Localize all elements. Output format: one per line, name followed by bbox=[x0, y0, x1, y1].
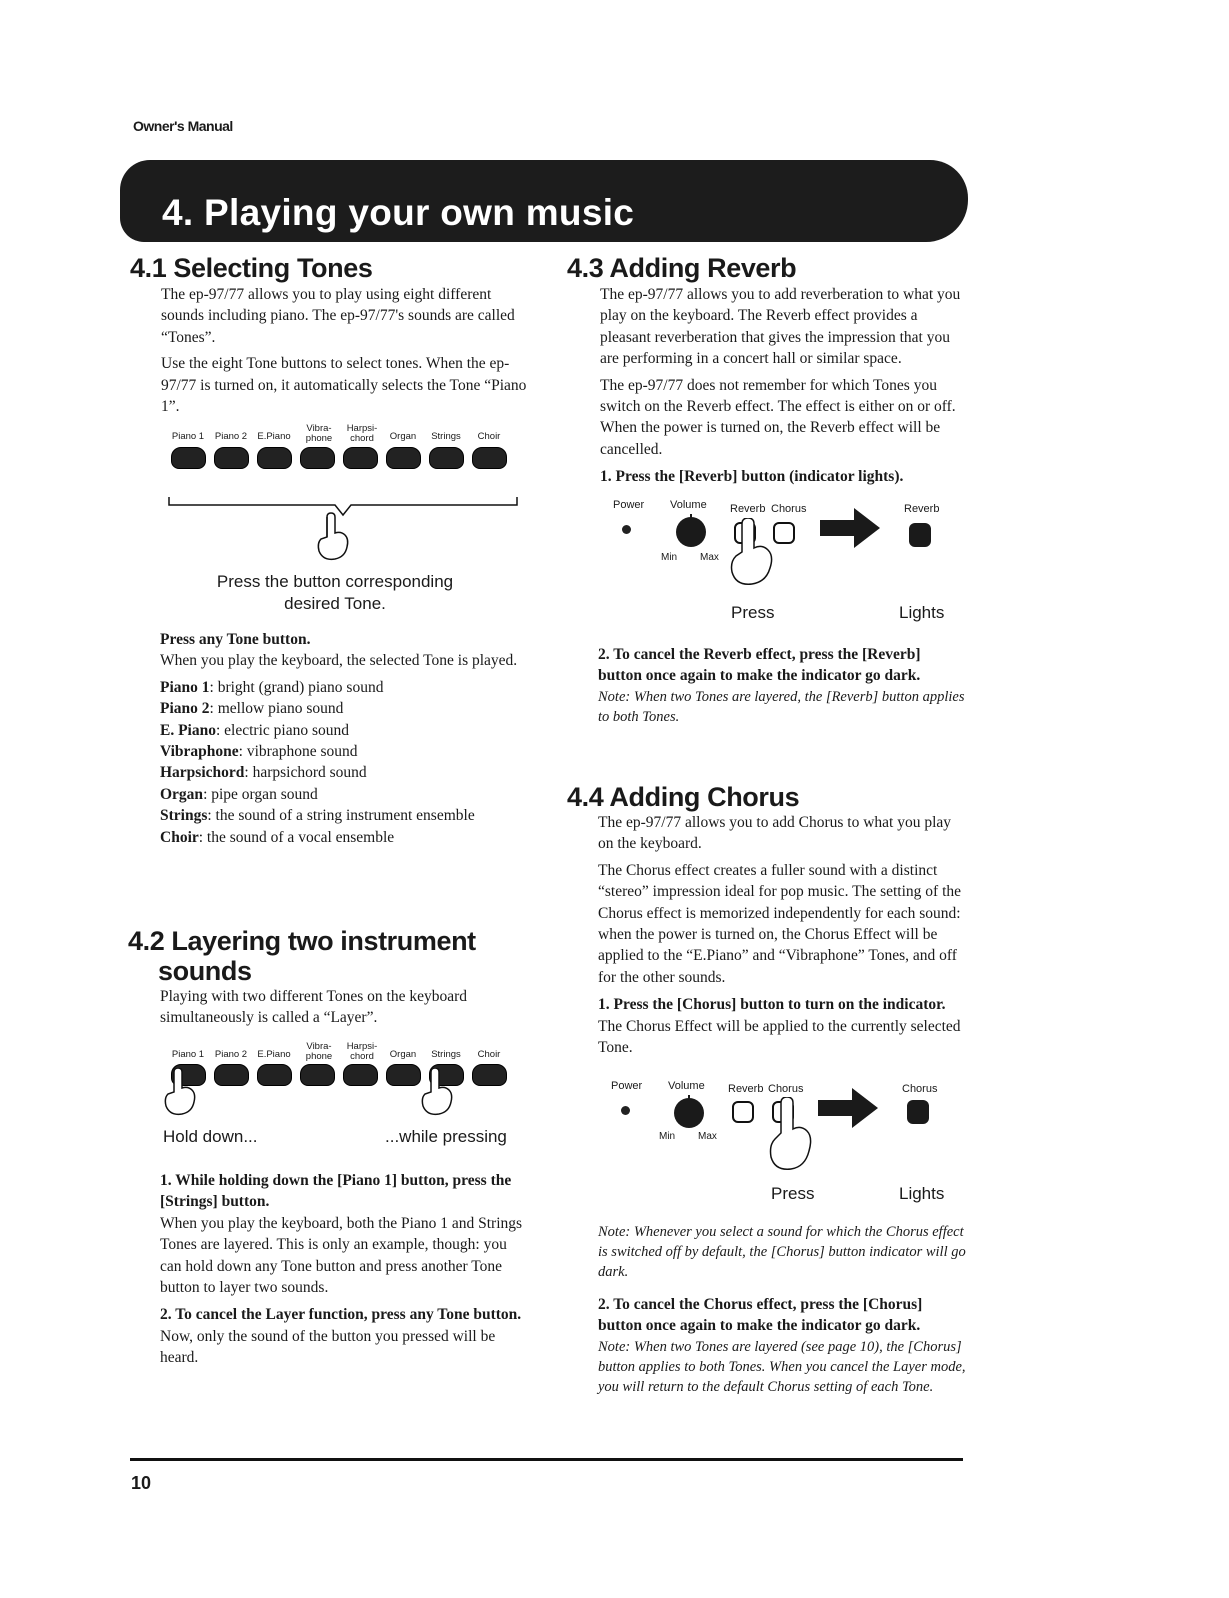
while-caption: ...while pressing bbox=[385, 1127, 507, 1146]
step-title: 2. To cancel the Reverb effect, press the [Reverb] button once again to make the indicator go dark. bbox=[598, 646, 921, 685]
arrow-right-icon bbox=[818, 506, 882, 550]
section-4-1-heading: 4.1 Selecting Tones bbox=[130, 253, 373, 283]
step-title: 2. To cancel the Chorus effect, press the [Chorus] button once again to make the indicator go dark. bbox=[598, 1296, 923, 1335]
tone-label: Harpsi-chord bbox=[346, 1041, 378, 1062]
lights-caption: Lights bbox=[899, 603, 945, 622]
tone-desc: : vibraphone sound bbox=[238, 743, 358, 761]
volume-knob-icon bbox=[672, 512, 712, 550]
tone-name: Strings bbox=[160, 807, 208, 825]
tone-name: Harpsichord bbox=[160, 764, 245, 782]
tone-description bbox=[160, 827, 532, 848]
tone-description bbox=[160, 741, 532, 762]
tone-button-harpsichord bbox=[343, 447, 378, 469]
pointing-hand-icon bbox=[160, 1068, 210, 1122]
power-label: Power bbox=[611, 1080, 643, 1092]
paragraph: The ep-97/77 allows you to add Chorus to what you play on the keyboard. bbox=[598, 814, 952, 853]
tone-label: Vibra-phone bbox=[305, 423, 333, 444]
chapter-title: 4. Playing your own music bbox=[162, 192, 635, 233]
tone-button-piano-1 bbox=[171, 447, 206, 469]
tone-button-vibraphone bbox=[300, 447, 335, 469]
power-indicator-icon bbox=[621, 1106, 630, 1115]
section-4-1-step bbox=[160, 629, 532, 848]
pointing-hand-icon bbox=[417, 1068, 467, 1122]
tone-desc: : the sound of a vocal ensemble bbox=[198, 828, 395, 846]
heading-line: 4.2 Layering two instrument bbox=[128, 926, 476, 956]
tone-name: Piano 1 bbox=[160, 678, 210, 696]
chorus-panel-diagram bbox=[610, 1077, 950, 1187]
reverb-label: Reverb bbox=[730, 503, 766, 515]
tone-button-strings bbox=[429, 447, 464, 469]
footer-rule bbox=[130, 1458, 963, 1461]
press-caption: Press bbox=[771, 1184, 815, 1203]
power-label: Power bbox=[613, 499, 645, 511]
chorus-label: Chorus bbox=[771, 503, 807, 515]
tone-button-e-piano bbox=[257, 1064, 292, 1086]
paragraph: The ep-97/77 does not remember for which Tones you switch on the Reverb effect. The effect is either on or off. When the power is turned on, the Reverb effect will be cancelled. bbox=[600, 376, 956, 458]
tone-label: Vibra-phone bbox=[305, 1041, 333, 1062]
paragraph: The Chorus effect creates a fuller sound with a distinct “stereo” impression ideal for pop music. The setting of the Chorus effect is memorized independently for each sound: when the power is turned on, the Chorus Effect will be applied to the “E.Piano” and “Vibraphone” Tones, and off for the other sounds. bbox=[598, 861, 962, 986]
tone-label: Organ bbox=[389, 1049, 417, 1060]
note: Note: Whenever you select a sound for which the Chorus effect is switched off by default, the [Chorus] button indicator will go dark. bbox=[598, 1224, 966, 1280]
volume-label: Volume bbox=[670, 499, 707, 511]
max-label: Max bbox=[700, 552, 719, 563]
tone-name: Choir bbox=[160, 828, 199, 846]
caption-line: desired Tone. bbox=[284, 594, 386, 613]
reverb-button-icon bbox=[732, 1101, 754, 1123]
lights-caption: Lights bbox=[899, 1184, 945, 1203]
page-number: 10 bbox=[131, 1473, 152, 1493]
tone-label: Piano 1 bbox=[171, 1049, 205, 1060]
tone-desc: : bright (grand) piano sound bbox=[209, 678, 384, 696]
note: Note: When two Tones are layered, the [Reverb] button applies to both Tones. bbox=[598, 688, 965, 725]
pointing-hand-icon bbox=[318, 513, 347, 559]
tone-desc: : the sound of a string instrument ensemble bbox=[207, 807, 475, 825]
paragraph: When you play the keyboard, both the Piano 1 and Strings Tones are layered. This is only an example, though: you can hold down any Tone button and press another Tone button to layer two sounds. bbox=[160, 1214, 523, 1297]
section-4-2-steps bbox=[160, 1170, 532, 1374]
paragraph: The ep-97/77 allows you to add reverberation to what you play on the keyboard. The Reverb effect provides a pleasant reverberation that gives the impression that you are performing in a concert hall or similar space. bbox=[600, 286, 961, 368]
tone-button-choir bbox=[472, 1064, 507, 1086]
tone-desc: : electric piano sound bbox=[215, 721, 349, 739]
tone-label: Choir bbox=[477, 1049, 501, 1060]
chorus-label: Chorus bbox=[768, 1083, 804, 1095]
tone-description bbox=[160, 762, 532, 783]
section-4-3-cancel bbox=[598, 644, 968, 727]
running-head: Owner's Manual bbox=[133, 118, 233, 134]
reverb-indicator-lit-icon bbox=[909, 523, 931, 547]
min-label: Min bbox=[661, 552, 678, 563]
tone-caption bbox=[165, 571, 505, 615]
tone-description bbox=[160, 805, 532, 826]
arrow-right-icon bbox=[816, 1086, 880, 1130]
paragraph: The Chorus Effect will be applied to the currently selected Tone. bbox=[598, 1017, 961, 1057]
step-title: 1. Press the [Reverb] button (indicator lights). bbox=[600, 468, 904, 486]
tone-button-e-piano bbox=[257, 447, 292, 469]
tone-label: Strings bbox=[431, 1049, 461, 1060]
paragraph: Use the eight Tone buttons to select tones. When the ep-97/77 is turned on, it automatically selects the Tone “Piano 1”. bbox=[161, 355, 527, 416]
tone-button-harpsichord bbox=[343, 1064, 378, 1086]
tone-desc: : harpsichord sound bbox=[244, 764, 367, 782]
tone-desc: : pipe organ sound bbox=[203, 785, 318, 803]
tone-label: E.Piano bbox=[257, 1049, 291, 1060]
tone-desc: : mellow piano sound bbox=[209, 700, 344, 718]
step-title: Press any Tone button. bbox=[160, 631, 311, 648]
paragraph: Now, only the sound of the button you pressed will be heard. bbox=[160, 1327, 496, 1367]
section-4-4-intro bbox=[598, 812, 966, 1063]
paragraph: Playing with two different Tones on the keyboard simultaneously is called a “Layer”. bbox=[160, 988, 467, 1027]
power-indicator-icon bbox=[622, 525, 631, 534]
volume-label: Volume bbox=[668, 1080, 705, 1092]
tone-button-organ bbox=[386, 447, 421, 469]
tone-label: E.Piano bbox=[257, 431, 291, 442]
section-4-4-notes bbox=[598, 1222, 966, 1397]
note: Note: When two Tones are layered (see page 10), the [Chorus] button applies to both Tones. When you cancel the Layer mode, you will return to the default Chorus setting of each Tone. bbox=[598, 1338, 966, 1395]
tone-name: Piano 2 bbox=[160, 700, 210, 718]
paragraph: When you play the keyboard, the selected Tone is played. bbox=[160, 652, 518, 670]
reverb-result-label: Reverb bbox=[904, 503, 940, 515]
tone-label: Piano 1 bbox=[171, 431, 205, 442]
tone-button-organ bbox=[386, 1064, 421, 1086]
section-4-3-intro bbox=[600, 284, 966, 488]
chorus-result-label: Chorus bbox=[902, 1083, 938, 1095]
section-4-2-heading bbox=[128, 926, 476, 986]
tone-label: Piano 2 bbox=[214, 1049, 248, 1060]
tone-button-piano-2 bbox=[214, 447, 249, 469]
max-label: Max bbox=[698, 1131, 717, 1142]
section-4-1-intro bbox=[161, 284, 531, 422]
reverb-label: Reverb bbox=[728, 1083, 764, 1095]
min-label: Min bbox=[659, 1131, 676, 1142]
step-title: 1. While holding down the [Piano 1] button, press the [Strings] button. bbox=[160, 1172, 512, 1211]
tone-name: E. Piano bbox=[160, 721, 216, 739]
paragraph: The ep-97/77 allows you to play using eight different sounds including piano. The ep-97/77's sounds are called “Tones”. bbox=[161, 286, 515, 346]
tone-description bbox=[160, 677, 532, 698]
tone-description bbox=[160, 720, 532, 741]
step-title: 2. To cancel the Layer function, press any Tone button. bbox=[160, 1306, 522, 1324]
chapter-banner bbox=[120, 160, 968, 242]
volume-knob-icon bbox=[670, 1093, 710, 1131]
section-4-4-heading: 4.4 Adding Chorus bbox=[567, 782, 800, 812]
press-caption: Press bbox=[731, 603, 775, 622]
section-4-2-intro bbox=[160, 986, 530, 1034]
tone-description-list bbox=[160, 677, 532, 848]
section-4-3-heading: 4.3 Adding Reverb bbox=[567, 253, 797, 283]
tone-label: Strings bbox=[431, 431, 461, 442]
tone-button-piano-2 bbox=[214, 1064, 249, 1086]
heading-line: sounds bbox=[158, 956, 252, 986]
caption-line: Press the button corresponding bbox=[216, 572, 454, 591]
tone-name: Organ bbox=[160, 785, 204, 803]
tone-label: Choir bbox=[477, 431, 501, 442]
tone-button-choir bbox=[472, 447, 507, 469]
chorus-indicator-lit-icon bbox=[907, 1100, 929, 1124]
bracket-hand-illustration bbox=[165, 495, 525, 570]
tone-label: Harpsi-chord bbox=[346, 423, 378, 444]
tone-label: Piano 2 bbox=[214, 431, 248, 442]
tone-description bbox=[160, 784, 532, 805]
tone-name: Vibraphone bbox=[160, 743, 239, 761]
hold-caption: Hold down... bbox=[163, 1127, 258, 1146]
step-title: 1. Press the [Chorus] button to turn on the indicator. bbox=[598, 996, 946, 1014]
tone-label: Organ bbox=[389, 431, 417, 442]
tone-button-vibraphone bbox=[300, 1064, 335, 1086]
tone-description bbox=[160, 698, 532, 719]
pointing-hand-icon bbox=[728, 518, 788, 592]
